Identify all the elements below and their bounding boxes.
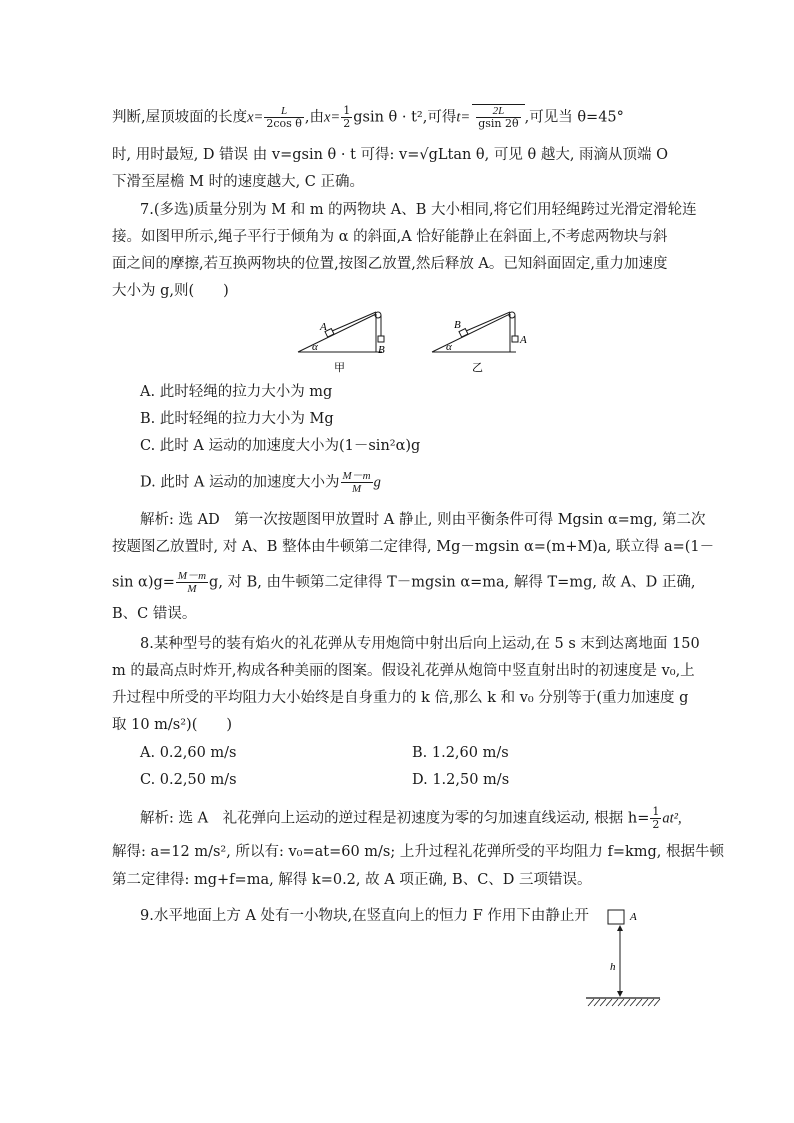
block-height-figure bbox=[580, 898, 670, 1010]
block-a-label: A bbox=[630, 911, 637, 923]
solution-line: 第二定律得: mg+f=ma, 解得 k=0.2, 故 A 项正确, B、C、D 三项错误。 bbox=[112, 872, 592, 888]
solution-line: 判断,屋顶坡面的长度x= $\frac{L}{\text{2cos θ}}$ ,由x= $\frac{1}{2}$ gsin θ · t²,可得t= $\frac{2L}{gsin 2\theta}$ ,可见当 θ=45° bbox=[112, 104, 624, 130]
question-8-text: 8.某种型号的装有焰火的礼花弹从专用炮筒中射出后向上运动,在 5 s 末到达离地面 150 bbox=[140, 636, 700, 652]
block-b-label: B bbox=[378, 344, 385, 356]
angle-alpha-label: α bbox=[312, 341, 318, 353]
option-a: A. 此时轻绳的拉力大小为 mg bbox=[140, 384, 333, 400]
option-c: C. 0.2,50 m/s bbox=[140, 772, 237, 788]
question-7-text: 接。如图甲所示,绳子平行于倾角为 α 的斜面,A 恰好能静止在斜面上,不考虑两物块与斜 bbox=[112, 229, 668, 245]
incline-figure-jia bbox=[290, 306, 400, 378]
question-8-text: 升过程中所受的平均阻力大小始终是自身重力的 k 倍,那么 k 和 v₀ 分别等于(重力加速度 g bbox=[112, 690, 689, 706]
fraction: $\frac{L}{\text{2cos θ}}$ bbox=[266, 105, 302, 130]
fraction: $\frac{M-m}{M}$ bbox=[342, 470, 371, 495]
option-b: B. 1.2,60 m/s bbox=[412, 745, 509, 761]
solution-line: B、C 错误。 bbox=[112, 606, 197, 622]
option-d: D. 1.2,50 m/s bbox=[412, 772, 510, 788]
question-7-text: 面之间的摩擦,若互换两物块的位置,按图乙放置,然后释放 A。已知斜面固定,重力加速度 bbox=[112, 256, 668, 272]
block-a-label: A bbox=[520, 334, 527, 346]
angle-alpha-label: α bbox=[446, 341, 452, 353]
fraction: $\frac{1}{2}$ bbox=[652, 805, 660, 831]
option-b: B. 此时轻绳的拉力大小为 Mg bbox=[140, 411, 334, 427]
option-a: A. 0.2,60 m/s bbox=[140, 745, 237, 761]
solution-line: 按题图乙放置时, 对 A、B 整体由牛顿第二定律得, Mg－mgsin α=(m+M)a, 联立得 a=(1－ bbox=[112, 539, 715, 555]
option-d: D. 此时 A 运动的加速度大小为 $\frac{M-m}{M}$ g bbox=[140, 470, 381, 495]
solution-line: sin α)g= $\frac{M-m}{M}$ g, 对 B, 由牛顿第二定律得 T－mgsin α=ma, 解得 T=mg, 故 A、D 正确, bbox=[112, 570, 696, 595]
solution-line: 解得: a=12 m/s², 所以有: v₀=at=60 m/s; 上升过程礼花弹所受的平均阻力 f=kmg, 根据牛顿 bbox=[112, 844, 725, 860]
block-a-label: A bbox=[320, 321, 327, 333]
fraction: $\frac{M-m}{M}$ bbox=[177, 570, 207, 595]
question-7-text: 大小为 g,则( ) bbox=[112, 283, 229, 299]
incline-figure-yi bbox=[426, 306, 536, 378]
option-c: C. 此时 A 运动的加速度大小为(1－sin²α)g bbox=[140, 438, 421, 454]
fraction: $\frac{1}{2}$ bbox=[343, 104, 351, 130]
figure-caption: 甲 bbox=[334, 361, 345, 374]
solution-line: 下滑至屋檐 M 时的速度越大, C 正确。 bbox=[112, 174, 364, 190]
solution-line: 解析: 选 A 礼花弹向上运动的逆过程是初速度为零的匀加速直线运动, 根据 h= $\frac{1}{2}$ at², bbox=[140, 805, 682, 831]
figure-caption: 乙 bbox=[472, 361, 483, 374]
block-b-label: B bbox=[454, 319, 461, 331]
sqrt-expression: $\frac{2L}{gsin 2\theta}$ bbox=[472, 104, 524, 130]
solution-line: 时, 用时最短, D 错误 由 v=gsin θ · t 可得: v=√gLtan θ, 可见 θ 越大, 雨滴从顶端 O bbox=[112, 147, 669, 163]
question-9-text: 9.水平地面上方 A 处有一小物块,在竖直向上的恒力 F 作用下由静止开 bbox=[140, 908, 589, 924]
question-8-text: 取 10 m/s²)( ) bbox=[112, 717, 233, 733]
height-label: h bbox=[610, 961, 616, 973]
question-8-text: m 的最高点时炸开,构成各种美丽的图案。假设礼花弹从炮筒中竖直射出时的初速度是 v₀,上 bbox=[112, 663, 695, 679]
question-7-text: 7.(多选)质量分别为 M 和 m 的两物块 A、B 大小相同,将它们用轻绳跨过光滑定滑轮连 bbox=[140, 202, 697, 218]
solution-line: 解析: 选 AD 第一次按题图甲放置时 A 静止, 则由平衡条件可得 Mgsin α=mg, 第二次 bbox=[140, 512, 706, 528]
